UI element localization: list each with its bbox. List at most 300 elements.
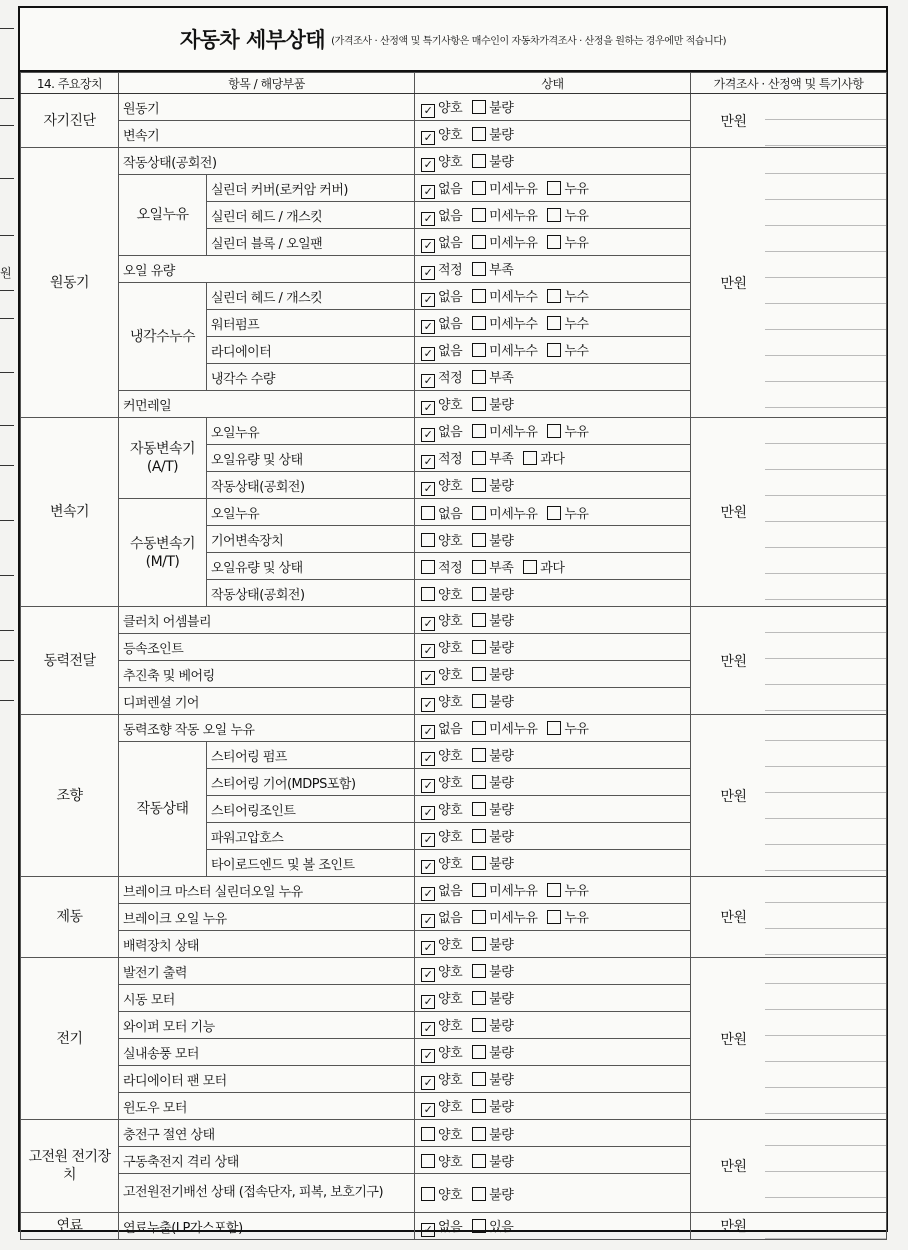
checkbox-icon[interactable]	[472, 694, 486, 708]
status-option[interactable]	[421, 1151, 462, 1170]
status-option[interactable]	[472, 557, 513, 576]
status-option[interactable]	[421, 421, 462, 442]
option-label: 양호	[438, 1127, 463, 1143]
checkbox-icon[interactable]	[547, 721, 561, 735]
option-label: 양호	[438, 587, 463, 603]
status-option[interactable]	[472, 637, 513, 656]
status-option[interactable]	[472, 394, 513, 413]
status-cell	[415, 931, 691, 958]
status-option[interactable]	[472, 530, 513, 549]
option-label: 양호	[438, 1099, 463, 1115]
status-option[interactable]	[472, 313, 537, 332]
status-option[interactable]	[421, 530, 462, 549]
checkbox-icon[interactable]	[472, 533, 486, 547]
status-option[interactable]	[472, 259, 513, 278]
status-option[interactable]	[547, 340, 588, 359]
option-label: 미세누유	[489, 721, 538, 737]
checkbox-icon[interactable]	[547, 181, 561, 195]
status-cell	[415, 310, 691, 337]
status-option[interactable]	[472, 718, 537, 737]
status-option[interactable]	[421, 907, 462, 928]
checkbox-icon[interactable]	[472, 1072, 486, 1086]
checkbox-icon[interactable]	[472, 100, 486, 114]
checked-box-icon[interactable]: ✓	[421, 968, 435, 982]
status-option[interactable]	[421, 1096, 462, 1117]
option-label: 없음	[438, 506, 463, 522]
checked-box-icon[interactable]: ✓	[421, 293, 435, 307]
checkbox-icon[interactable]	[472, 127, 486, 141]
item-label: 스티어링 펌프	[207, 742, 415, 769]
checkbox-icon[interactable]	[472, 478, 486, 492]
status-option[interactable]	[472, 367, 513, 386]
status-option[interactable]	[421, 475, 462, 496]
status-option[interactable]	[472, 1216, 513, 1235]
status-option[interactable]	[472, 907, 537, 926]
option-label: 양호	[438, 100, 463, 116]
status-option[interactable]	[421, 232, 462, 253]
option-label: 양호	[438, 802, 463, 818]
checkbox-icon[interactable]	[472, 316, 486, 330]
option-label: 없음	[438, 208, 463, 224]
item-label: 실린더 커버(로커암 커버)	[207, 175, 415, 202]
checkbox-icon[interactable]	[421, 1127, 435, 1141]
status-option[interactable]	[523, 448, 564, 467]
checkbox-icon[interactable]	[472, 154, 486, 168]
status-option[interactable]	[472, 826, 513, 845]
status-cell	[415, 337, 691, 364]
table-row	[21, 148, 887, 175]
checkbox-icon[interactable]	[472, 775, 486, 789]
status-option[interactable]	[472, 1124, 513, 1143]
checkbox-icon[interactable]	[421, 1187, 435, 1201]
option-label: 미세누유	[489, 910, 538, 926]
status-option[interactable]	[421, 259, 462, 280]
item-label: 타이로드엔드 및 볼 조인트	[207, 850, 415, 877]
option-label: 불량	[489, 1018, 514, 1034]
status-option[interactable]	[472, 421, 537, 440]
checked-box-icon[interactable]: ✓	[421, 833, 435, 847]
remarks-lines	[765, 148, 887, 417]
checked-box-icon[interactable]: ✓	[421, 428, 435, 442]
checkbox-icon[interactable]	[547, 424, 561, 438]
status-option[interactable]	[472, 880, 537, 899]
status-option[interactable]	[421, 691, 462, 712]
price-cell[interactable]: 만원	[691, 1120, 765, 1213]
status-option[interactable]	[421, 584, 462, 603]
checkbox-icon[interactable]	[472, 370, 486, 384]
status-cell	[415, 121, 691, 148]
option-label: 양호	[438, 937, 463, 953]
checkbox-icon[interactable]	[472, 1154, 486, 1168]
checkbox-icon[interactable]	[472, 1018, 486, 1032]
status-option[interactable]	[472, 1042, 513, 1061]
checkbox-icon[interactable]	[472, 1099, 486, 1113]
checked-box-icon[interactable]: ✓	[421, 401, 435, 415]
status-option[interactable]	[472, 934, 513, 953]
status-option[interactable]	[421, 340, 462, 361]
status-option[interactable]	[421, 826, 462, 847]
status-cell	[415, 445, 691, 472]
remarks-cell[interactable]	[765, 715, 887, 877]
status-option[interactable]	[421, 637, 462, 658]
checked-box-icon[interactable]: ✓	[421, 779, 435, 793]
status-option[interactable]	[472, 151, 513, 170]
remarks-cell[interactable]	[765, 148, 887, 418]
option-label: 미세누유	[489, 506, 538, 522]
checked-box-icon[interactable]: ✓	[421, 131, 435, 145]
remarks-lines	[765, 418, 887, 606]
device-category: 변속기	[21, 418, 119, 607]
option-label: 양호	[438, 154, 463, 170]
status-option[interactable]	[472, 448, 513, 467]
status-option[interactable]	[421, 151, 462, 172]
option-label: 불량	[489, 154, 514, 170]
checked-box-icon[interactable]: ✓	[421, 374, 435, 388]
status-option[interactable]	[421, 503, 462, 522]
checkbox-icon[interactable]	[472, 560, 486, 574]
checkbox-icon[interactable]	[421, 1154, 435, 1168]
checkbox-icon[interactable]	[523, 451, 537, 465]
status-option[interactable]	[421, 1069, 462, 1090]
checked-box-icon[interactable]: ✓	[421, 914, 435, 928]
checked-box-icon[interactable]: ✓	[421, 185, 435, 199]
status-option[interactable]	[421, 367, 462, 388]
status-option[interactable]	[421, 448, 462, 469]
option-label: 부족	[489, 451, 514, 467]
option-label: 없음	[438, 1219, 463, 1235]
status-option[interactable]	[547, 907, 588, 926]
checkbox-icon[interactable]	[472, 235, 486, 249]
option-label: 불량	[489, 100, 514, 116]
status-option[interactable]	[421, 853, 462, 874]
checked-box-icon[interactable]: ✓	[421, 860, 435, 874]
option-label: 미세누수	[489, 289, 538, 305]
status-option[interactable]	[421, 718, 462, 739]
option-label: 적정	[438, 451, 463, 467]
checkbox-icon[interactable]	[472, 1219, 486, 1233]
item-label: 변속기	[119, 121, 415, 148]
status-option[interactable]	[421, 313, 462, 334]
checked-box-icon[interactable]: ✓	[421, 212, 435, 226]
checked-box-icon[interactable]: ✓	[421, 1049, 435, 1063]
checkbox-icon[interactable]	[421, 533, 435, 547]
option-label: 누유	[564, 910, 589, 926]
option-label: 불량	[489, 1072, 514, 1088]
status-option[interactable]	[421, 664, 462, 685]
price-cell[interactable]: 만원	[691, 1213, 765, 1240]
checked-box-icon[interactable]: ✓	[421, 617, 435, 631]
checked-box-icon[interactable]: ✓	[421, 239, 435, 253]
remarks-cell[interactable]	[765, 877, 887, 958]
status-option[interactable]	[472, 584, 513, 603]
status-option[interactable]	[472, 961, 513, 980]
option-label: 불량	[489, 1154, 514, 1170]
option-label: 양호	[438, 775, 463, 791]
checked-box-icon[interactable]: ✓	[421, 1223, 435, 1237]
checkbox-icon[interactable]	[472, 587, 486, 601]
status-option[interactable]	[472, 340, 537, 359]
checkbox-icon[interactable]	[472, 208, 486, 222]
checkbox-icon[interactable]	[421, 506, 435, 520]
checkbox-icon[interactable]	[472, 964, 486, 978]
option-label: 불량	[489, 694, 514, 710]
status-option[interactable]	[523, 557, 564, 576]
remarks-cell[interactable]	[765, 1120, 887, 1213]
checked-box-icon[interactable]: ✓	[421, 698, 435, 712]
checkbox-icon[interactable]	[547, 235, 561, 249]
status-option[interactable]	[421, 961, 462, 982]
checkbox-icon[interactable]	[472, 1045, 486, 1059]
status-option[interactable]	[421, 1184, 462, 1203]
status-option[interactable]	[421, 799, 462, 820]
item-label: 클러치 어셈블리	[119, 607, 415, 634]
status-option[interactable]	[421, 394, 462, 415]
status-cell	[415, 229, 691, 256]
option-label: 없음	[438, 289, 463, 305]
table-row	[21, 715, 887, 742]
status-option[interactable]	[472, 97, 513, 116]
remarks-cell[interactable]	[765, 607, 887, 715]
device-category: 자기진단	[21, 94, 119, 148]
status-option[interactable]	[421, 772, 462, 793]
checkbox-icon[interactable]	[547, 289, 561, 303]
checkbox-icon[interactable]	[472, 667, 486, 681]
status-option[interactable]	[472, 286, 537, 305]
status-option[interactable]	[421, 97, 462, 118]
status-option[interactable]	[421, 286, 462, 307]
price-cell[interactable]: 만원	[691, 877, 765, 958]
item-label: 냉각수 수량	[207, 364, 415, 391]
remarks-cell[interactable]	[765, 418, 887, 607]
remarks-cell[interactable]	[765, 958, 887, 1120]
option-label: 불량	[489, 1127, 514, 1143]
margin-won-text: 원	[0, 266, 12, 280]
status-option[interactable]	[547, 421, 588, 440]
status-option[interactable]	[421, 745, 462, 766]
checked-box-icon[interactable]: ✓	[421, 455, 435, 469]
option-label: 적정	[438, 560, 463, 576]
checkbox-icon[interactable]	[472, 181, 486, 195]
status-option[interactable]	[547, 718, 588, 737]
checkbox-icon[interactable]	[472, 262, 486, 276]
status-cell	[415, 202, 691, 229]
status-cell	[415, 526, 691, 553]
checked-box-icon[interactable]: ✓	[421, 1022, 435, 1036]
checked-box-icon[interactable]: ✓	[421, 644, 435, 658]
checked-box-icon[interactable]: ✓	[421, 941, 435, 955]
status-option[interactable]	[472, 691, 513, 710]
item-label: 발전기 출력	[119, 958, 415, 985]
checkbox-icon[interactable]	[547, 316, 561, 330]
status-option[interactable]	[421, 1216, 462, 1237]
checkbox-icon[interactable]	[547, 910, 561, 924]
status-option[interactable]	[472, 664, 513, 683]
checkbox-icon[interactable]	[472, 856, 486, 870]
status-option[interactable]	[547, 178, 588, 197]
checkbox-icon[interactable]	[547, 343, 561, 357]
status-option[interactable]	[472, 1184, 513, 1203]
checkbox-icon[interactable]	[421, 587, 435, 601]
item-label: 충전구 절연 상태	[119, 1120, 415, 1147]
status-option[interactable]	[421, 1015, 462, 1036]
status-option[interactable]	[421, 610, 462, 631]
checkbox-icon[interactable]	[547, 883, 561, 897]
sub-group-label: 냉각수누수	[119, 283, 207, 391]
checkbox-icon[interactable]	[472, 883, 486, 897]
checkbox-icon[interactable]	[547, 506, 561, 520]
status-cell	[415, 391, 691, 418]
status-option[interactable]	[472, 745, 513, 764]
status-option[interactable]	[472, 1015, 513, 1034]
checked-box-icon[interactable]: ✓	[421, 347, 435, 361]
status-option[interactable]	[472, 772, 513, 791]
remarks-lines	[765, 958, 887, 1119]
option-label: 부족	[489, 262, 514, 278]
status-option[interactable]	[472, 610, 513, 629]
status-cell	[415, 877, 691, 904]
status-option[interactable]	[421, 988, 462, 1009]
device-category: 전기	[21, 958, 119, 1120]
status-option[interactable]	[547, 503, 588, 522]
checked-box-icon[interactable]: ✓	[421, 1076, 435, 1090]
status-option[interactable]	[472, 503, 537, 522]
status-cell	[415, 1012, 691, 1039]
item-label: 추진축 및 베어링	[119, 661, 415, 688]
option-label: 불량	[489, 1099, 514, 1115]
status-cell	[415, 985, 691, 1012]
status-option[interactable]	[547, 232, 588, 251]
checkbox-icon[interactable]	[472, 748, 486, 762]
item-label: 스티어링조인트	[207, 796, 415, 823]
status-option[interactable]	[421, 205, 462, 226]
remarks-lines	[765, 1120, 887, 1212]
checkbox-icon[interactable]	[547, 208, 561, 222]
status-option[interactable]	[472, 475, 513, 494]
option-label: 누유	[564, 208, 589, 224]
checked-box-icon[interactable]: ✓	[421, 104, 435, 118]
item-label: 작동상태(공회전)	[207, 472, 415, 499]
checked-box-icon[interactable]: ✓	[421, 725, 435, 739]
option-label: 양호	[438, 613, 463, 629]
checkbox-icon[interactable]	[472, 937, 486, 951]
checkbox-icon[interactable]	[472, 829, 486, 843]
remarks-cell[interactable]	[765, 94, 887, 148]
item-label: 구동축전지 격리 상태	[119, 1147, 415, 1174]
status-option[interactable]	[472, 853, 513, 872]
item-label: 고전원전기배선 상태 (접속단자, 피복, 보호기구)	[119, 1174, 415, 1213]
option-label: 없음	[438, 910, 463, 926]
option-label: 불량	[489, 667, 514, 683]
checkbox-icon[interactable]	[472, 1127, 486, 1141]
item-label: 실내송풍 모터	[119, 1039, 415, 1066]
checked-box-icon[interactable]: ✓	[421, 995, 435, 1009]
checkbox-icon[interactable]	[472, 1187, 486, 1201]
option-label: 없음	[438, 316, 463, 332]
status-option[interactable]	[472, 124, 513, 143]
status-cell	[415, 958, 691, 985]
checked-box-icon[interactable]: ✓	[421, 158, 435, 172]
option-label: 양호	[438, 1045, 463, 1061]
checkbox-icon[interactable]	[472, 451, 486, 465]
checkbox-icon[interactable]	[472, 802, 486, 816]
checkbox-icon[interactable]	[472, 721, 486, 735]
option-label: 없음	[438, 424, 463, 440]
option-label: 양호	[438, 127, 463, 143]
option-label: 누유	[564, 883, 589, 899]
checkbox-icon[interactable]	[472, 613, 486, 627]
status-option[interactable]	[472, 232, 537, 251]
status-option[interactable]	[421, 934, 462, 955]
checked-box-icon[interactable]: ✓	[421, 1103, 435, 1117]
status-option[interactable]	[472, 799, 513, 818]
status-option[interactable]	[547, 313, 588, 332]
price-cell[interactable]: 만원	[691, 418, 765, 607]
status-option[interactable]	[472, 205, 537, 224]
status-option[interactable]	[472, 1069, 513, 1088]
checkbox-icon[interactable]	[472, 506, 486, 520]
status-cell	[415, 256, 691, 283]
sub-group-label: 작동상태	[119, 742, 207, 877]
item-label: 스티어링 기어(MDPS포함)	[207, 769, 415, 796]
status-option[interactable]	[421, 1124, 462, 1143]
checkbox-icon[interactable]	[472, 640, 486, 654]
price-cell[interactable]: 만원	[691, 958, 765, 1120]
status-option[interactable]	[421, 124, 462, 145]
checked-box-icon[interactable]: ✓	[421, 266, 435, 280]
status-option[interactable]	[472, 178, 537, 197]
option-label: 양호	[438, 1018, 463, 1034]
checkbox-icon[interactable]	[472, 397, 486, 411]
checkbox-icon[interactable]	[472, 991, 486, 1005]
status-option[interactable]	[472, 1151, 513, 1170]
status-option[interactable]	[472, 1096, 513, 1115]
item-label: 작동상태(공회전)	[207, 580, 415, 607]
item-label: 작동상태(공회전)	[119, 148, 415, 175]
status-option[interactable]	[421, 178, 462, 199]
status-cell	[415, 769, 691, 796]
status-option[interactable]	[547, 880, 588, 899]
checked-box-icon[interactable]: ✓	[421, 752, 435, 766]
item-label: 실린더 블록 / 오일팬	[207, 229, 415, 256]
status-option[interactable]	[547, 205, 588, 224]
checkbox-icon[interactable]	[421, 560, 435, 574]
checkbox-icon[interactable]	[472, 424, 486, 438]
checked-box-icon[interactable]: ✓	[421, 671, 435, 685]
checked-box-icon[interactable]: ✓	[421, 482, 435, 496]
remarks-cell[interactable]	[765, 1213, 887, 1240]
status-option[interactable]	[421, 880, 462, 901]
price-cell[interactable]: 만원	[691, 607, 765, 715]
option-label: 불량	[489, 937, 514, 953]
status-option[interactable]	[547, 286, 588, 305]
checked-box-icon[interactable]: ✓	[421, 806, 435, 820]
price-cell[interactable]: 만원	[691, 148, 765, 418]
checked-box-icon[interactable]: ✓	[421, 887, 435, 901]
device-category: 조향	[21, 715, 119, 877]
option-label: 있음	[489, 1219, 514, 1235]
status-option[interactable]	[421, 1042, 462, 1063]
checkbox-icon[interactable]	[472, 910, 486, 924]
price-cell[interactable]: 만원	[691, 94, 765, 148]
checkbox-icon[interactable]	[523, 560, 537, 574]
checked-box-icon[interactable]: ✓	[421, 320, 435, 334]
status-option[interactable]	[472, 988, 513, 1007]
checkbox-icon[interactable]	[472, 289, 486, 303]
price-cell[interactable]: 만원	[691, 715, 765, 877]
status-option[interactable]	[421, 557, 462, 576]
checkbox-icon[interactable]	[472, 343, 486, 357]
item-label: 원동기	[119, 94, 415, 121]
